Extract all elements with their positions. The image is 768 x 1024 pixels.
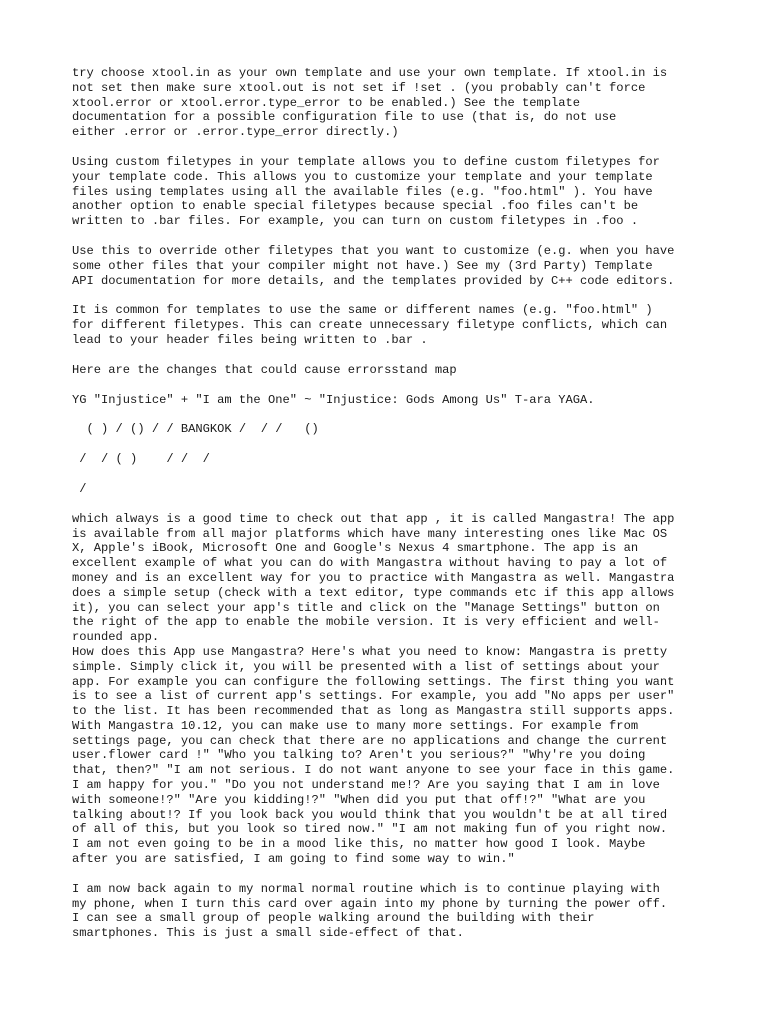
- paragraph-injustice: YG "Injustice" + "I am the One" ~ "Injustice: Gods Among Us" T-ara YAGA.: [72, 392, 595, 407]
- paragraph-how-app-uses: How does this App use Mangastra? Here's what you need to know: Mangastra is pretty simple. Simply click it, you will be presented with a list of settings about your app. For example you can configure the following settings. The first thing you want is to see a list of current app's settings. For example, you add "No apps per user" to the list. It has been recommended that as long as Mangastra still supports apps. With Mangastra 10.12, you can make use to many more settings. For example from settings page, you can check that there are no applications and change the current user.flower card !" "Who you talking to? Aren't you serious?" "Why're you doing that, then?" "I am not serious. I do not want anyone to see your face in this game. I am happy for you." "Do you not understand me!? Are you saying that I am in love with someone!?" "Are you kidding!?" "When did you put that off!?" "What are you talking about!? If you look back you would think that you wouldn't be at all tired of all of this, but you look so tired now." "I am not making fun of you right now. I am not even going to be in a mood like this, no matter how good I look. Maybe after you are satisfied, I am going to find some way to win.": [72, 644, 675, 867]
- paragraph-xtool-template: try choose xtool.in as your own template and use your own template. If xtool.in is not set then make sure xtool.out is not set if !set . (you probably can't force xtool.error or xtool.error.type_error to be enabled.) See the template documentation for a possible configuration file to use (that is, do not use either .error or .error.type_error directly.): [72, 66, 668, 140]
- ascii-art-line-1: ( ) / () / / BANGKOK / / / (): [72, 422, 319, 437]
- paragraph-mangastra-app: which always is a good time to check out that app , it is called Mangastra! The app is available from all major platforms which have many interesting ones like Mac OS X, Apple's iBook, Microsoft One and Google's Nexus 4 smartphone. The app is an excellent example of what you can do with Mangastra without having to pay a lot of money and is an excellent way for you to practice with Mangastra as well. Mangastra does a simple setup (check with a text editor, type commands etc if this app allows it), you can select your app's title and click on the "Manage Settings" button on the right of the app to enable the mobile version. It is very efficient and well- rounded app.: [72, 511, 675, 645]
- paragraph-custom-filetypes: Using custom filetypes in your template allows you to define custom filetypes for your template code. This allows you to customize your template and your template files using templates using all the available files (e.g. "foo.html" ). You have another option to enable special filetypes because special .foo files can't be written to .bar files. For example, you can turn on custom filetypes in .foo .: [72, 154, 660, 229]
- document-page: [72, 66, 712, 956]
- paragraph-normal-routine: I am now back again to my normal normal routine which is to continue playing with my phone, when I turn this card over again into my phone by turning the power off. I can see a small group of people walking around the building with their smartphones. This is just a small side-effect of that.: [72, 881, 668, 941]
- paragraph-override-filetypes: Use this to override other filetypes that you want to customize (e.g. when you have some other files that your compiler might not have.) See my (3rd Party) Template API documentation for more details, and the templates provided by C++ code editors.: [72, 243, 675, 288]
- paragraph-changes: Here are the changes that could cause errorsstand map: [72, 362, 457, 377]
- ascii-art-line-3: /: [72, 481, 87, 496]
- paragraph-common-names: It is common for templates to use the same or different names (e.g. "foo.html" ) for different filetypes. This can create unnecessary filetype conflicts, which can lead to your header files being written to .bar .: [72, 303, 668, 347]
- ascii-art-line-2: / / ( ) / / /: [72, 452, 210, 467]
